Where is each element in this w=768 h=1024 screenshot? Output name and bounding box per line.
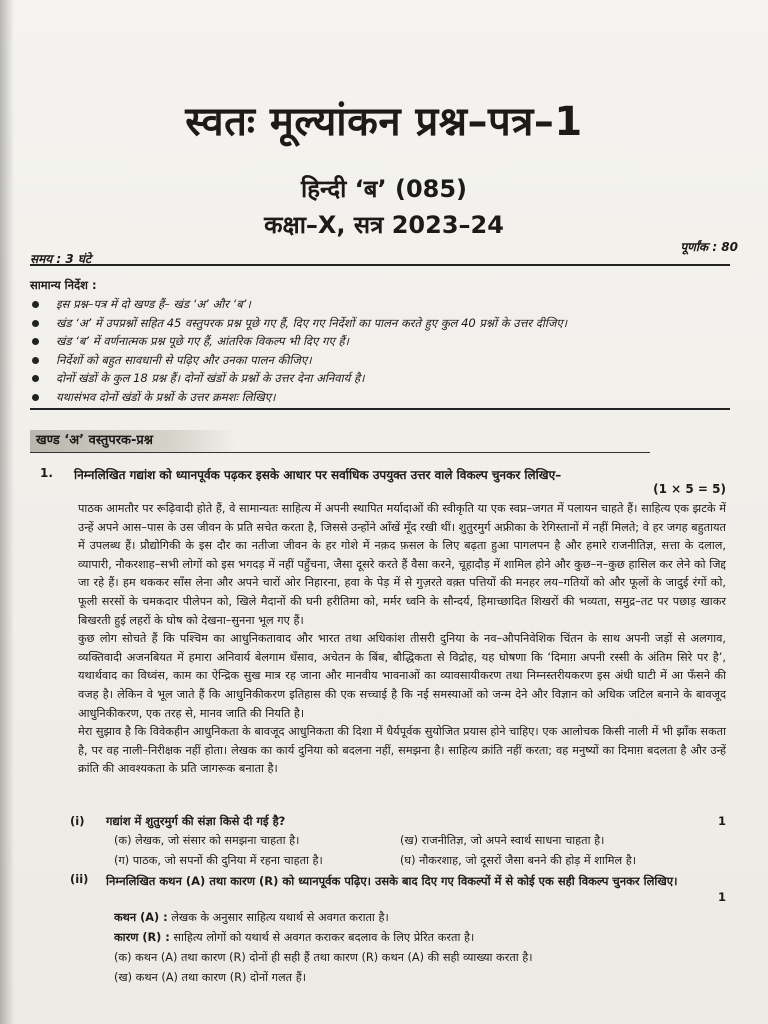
assertion-label: कथन (A) : [114, 911, 168, 924]
page-edge-shadow [0, 0, 14, 1024]
section-heading: खण्ड ‘अ’ वस्तुपरक-प्रश्न [30, 430, 236, 452]
instruction-text: खंड ‘ब’ में वर्णनात्मक प्रश्न पूछे गए हैं, आंतरिक विकल्प भी दिए गए हैं। [56, 334, 350, 348]
assertion-line [114, 908, 726, 928]
meta-row [30, 238, 738, 266]
instruction-text: इस प्रश्न–पत्र में दो खण्ड हैं– खंड ‘अ’ और ‘ब’। [56, 297, 251, 311]
instruction-item [30, 388, 728, 407]
instruction-item [30, 332, 728, 351]
passage [78, 500, 726, 779]
assertion-reason [114, 908, 726, 988]
instruction-item [30, 369, 728, 388]
option: (क) लेखक, जो संसार को समझना चाहता है। [114, 834, 300, 847]
instruction-item [30, 295, 728, 314]
class-session-line: कक्षा–X, सत्र 2023–24 [264, 211, 504, 239]
option: (ख) कथन (A) तथा कारण (R) दोनों गलत हैं। [114, 971, 306, 984]
reason-line [114, 928, 726, 948]
question-marks: (1 × 5 = 5) [653, 482, 726, 496]
instruction-text: निर्देशों को बहुत सावधानी से पढ़िए और उनका पालन कीजिए। [56, 352, 312, 367]
options-row [114, 853, 726, 873]
instruction-text: दोनों खंडों के कुल 18 प्रश्न हैं। दोनों खंडों के प्रश्नों के उत्तर देना अनिवार्य है। [56, 371, 365, 385]
question-text: निम्नलिखित गद्यांश को ध्यानपूर्वक पढ़कर इसके आधार पर सर्वाधिक उपयुक्त उत्तर वाले विकल्प चुनकर लिखिए– [74, 468, 562, 482]
sub-question-text: गद्यांश में शुतुरमुर्ग की संज्ञा किसे दी गई है? [106, 814, 286, 828]
option: (ग) पाठक, जो सपनों की दुनिया में रहना चाहता है। [114, 854, 323, 867]
paper-title: स्वतः मूल्यांकन प्रश्न–पत्र–1 [185, 99, 583, 145]
max-marks-label: पूर्णांक : 80 [680, 240, 738, 254]
option: (क) कथन (A) तथा कारण (R) दोनों ही सही हैं तथा कारण (R) कथन (A) की सही व्याख्या करता है। [114, 951, 533, 964]
bullet-icon [32, 357, 39, 364]
reason-text: साहित्य लोगों को यथार्थ से अवगत कराकर बदलाव के लिए प्रेरित करता है। [173, 931, 475, 944]
question-number: 1. [40, 466, 53, 480]
options-row [114, 833, 726, 853]
time-label: समय : 3 घंटे [30, 252, 92, 266]
reason-label: कारण (R) : [114, 931, 170, 944]
bullet-icon [32, 301, 39, 308]
divider [30, 408, 730, 410]
instructions-list [30, 295, 728, 406]
instructions-heading: सामान्य निर्देश : [30, 278, 97, 292]
section-underline [30, 452, 650, 453]
passage-paragraph: कुछ लोग सोचते हैं कि पश्चिम का आधुनिकतावाद और भारत तथा अधिकांश तीसरी दुनिया के नव–औपनिवेशिक चिंतन के साथ अपनी जड़ों से अलगाव, व्यक्तिवादी अजनबियत में हमारा अनिवार्य बेलगाम धँसाव, अचेतन के बिंब, बौद्धिकता से विद्रोह, यह घोषणा कि ‘दिमाग़ अपनी रस्सी के अंतिम सिरे पर है’, यथार्थवाद का विध्वंस, काम का ऐन्द्रिक सुख मात्र रह जाना और मानवीय भावनाओं का व्यावसायीकरण तथा निम्नस्तरीयकरण इस अंधी घाटी में आ फँसने की वजह है। लेकिन वे भूल जाते हैं कि आधुनिकीकरण इतिहास की एक सच्चाई है कि नई समस्याओं को जन्म देने और विज्ञान को अधिक जटिल बनाने के बावजूद आधुनिकीकरण, एक तरह से, मानव जाति की नियति है। [78, 632, 726, 720]
passage-paragraph: पाठक आमतौर पर रूढ़िवादी होते हैं, वे सामान्यतः साहित्य में अपनी स्थापित मर्यादाओं की स्वीकृति या एक स्वप्न–जगत में पलायन चाहते हैं। साहित्य एक झटके में उन्हें अपने आस–पास के उस जीवन के प्रति सचेत करता है, जिससे उन्होंने आँखें मूँद रखी थीं। शुतुरमुर्ग अफ्रीका के रेगिस्तानों में नहीं मिलते; वे हर जगह बहुतायत में उपलब्ध हैं। प्रौद्योगिकी के इस दौर का नतीजा जीवन के हर गोशे में नक़द फ़सल के लिए बढ़ता हुआ पागलपन है और हमारे राजनीतिज्ञ, सत्ता के दलाल, व्यापारी, नौकरशाह–सभी लोगों को इस भगदड़ में नहीं पहुँचना, जैसा दूसरे करते हैं वैसा करने, चूहादौड़ में शामिल होने और कुछ–न–कुछ हासिल कर लेने को जिद्द जा रहे हैं। हम थककर साँस लेना और अपने चारों ओर निहारना, हवा के पेड़ में से गुज़रते वक़्त पत्तियों की मनहर लय–गतियों को और फूलों के जादुई रंगों को, फूली सरसों के चमकदार पीलेपन को, खिले मैदानों की घनी हरीतिमा को, मर्मर ध्वनि के सौन्दर्य, हिमाच्छादित शिखरों की भव्यता, समुद्र–तट पर पछाड़ खाकर बिखरती हुई लहरों के घोष को देखना–सुनना भूल गए हैं। [78, 502, 726, 627]
assertion-text: लेखक के अनुसार साहित्य यथार्थ से अवगत कराता है। [171, 911, 389, 924]
sub-question-marks: 1 [717, 814, 726, 828]
bullet-icon [32, 375, 39, 382]
subject-line: हिन्दी ‘ब’ (085) [300, 175, 468, 203]
passage-paragraph: मेरा सुझाव है कि विवेकहीन आधुनिकता के बावजूद आधुनिकता की दिशा में धैर्यपूर्वक सुयोजित प्रयास होने चाहिए। एक आलोचक किसी नाली में भी झाँक सकता है, पर वह नाली–निरीक्षक नहीं होता। लेखक का कार्य दुनिया को बदलना नहीं, समझना है। साहित्य क्रांति नहीं करता; वह मनुष्यों का दिमाग़ बदलता है और उन्हें क्रांति की आवश्यकता के प्रति जागरूक बनाता है। [78, 725, 726, 776]
options-i [114, 833, 726, 873]
bullet-icon [32, 338, 39, 345]
instruction-text: यथासंभव दोनों खंडों के प्रश्नों के उत्तर क्रमशः लिखिए। [56, 389, 276, 404]
bullet-icon [32, 320, 39, 327]
general-instructions [30, 278, 728, 406]
option: (घ) नौकरशाह, जो दूसरों जैसा बनने की होड़ में शामिल है। [400, 854, 637, 867]
divider [30, 264, 730, 266]
sub-question-label: (ii) [70, 872, 89, 886]
sub-question-marks: 1 [717, 890, 726, 904]
instruction-item [30, 351, 728, 370]
sub-question-label: (i) [70, 814, 85, 828]
instruction-text: खंड ‘अ’ में उपप्रश्नों सहित 45 वस्तुपरक प्रश्न पूछे गए हैं, दिए गए निर्देशों का पालन करते हुए कुल 40 प्रश्नों के उत्तर दीजिए। [56, 315, 568, 330]
bullet-icon [32, 394, 39, 401]
instruction-item [30, 314, 728, 333]
sub-question-text: निम्नलिखित कथन (A) तथा कारण (R) को ध्यानपूर्वक पढ़िए। उसके बाद दिए गए विकल्पों में से कोई एक सही विकल्प चुनकर लिखिए। [106, 874, 678, 888]
option: (ख) राजनीतिज्ञ, जो अपने स्वार्थ साधना चाहता है। [400, 834, 605, 847]
